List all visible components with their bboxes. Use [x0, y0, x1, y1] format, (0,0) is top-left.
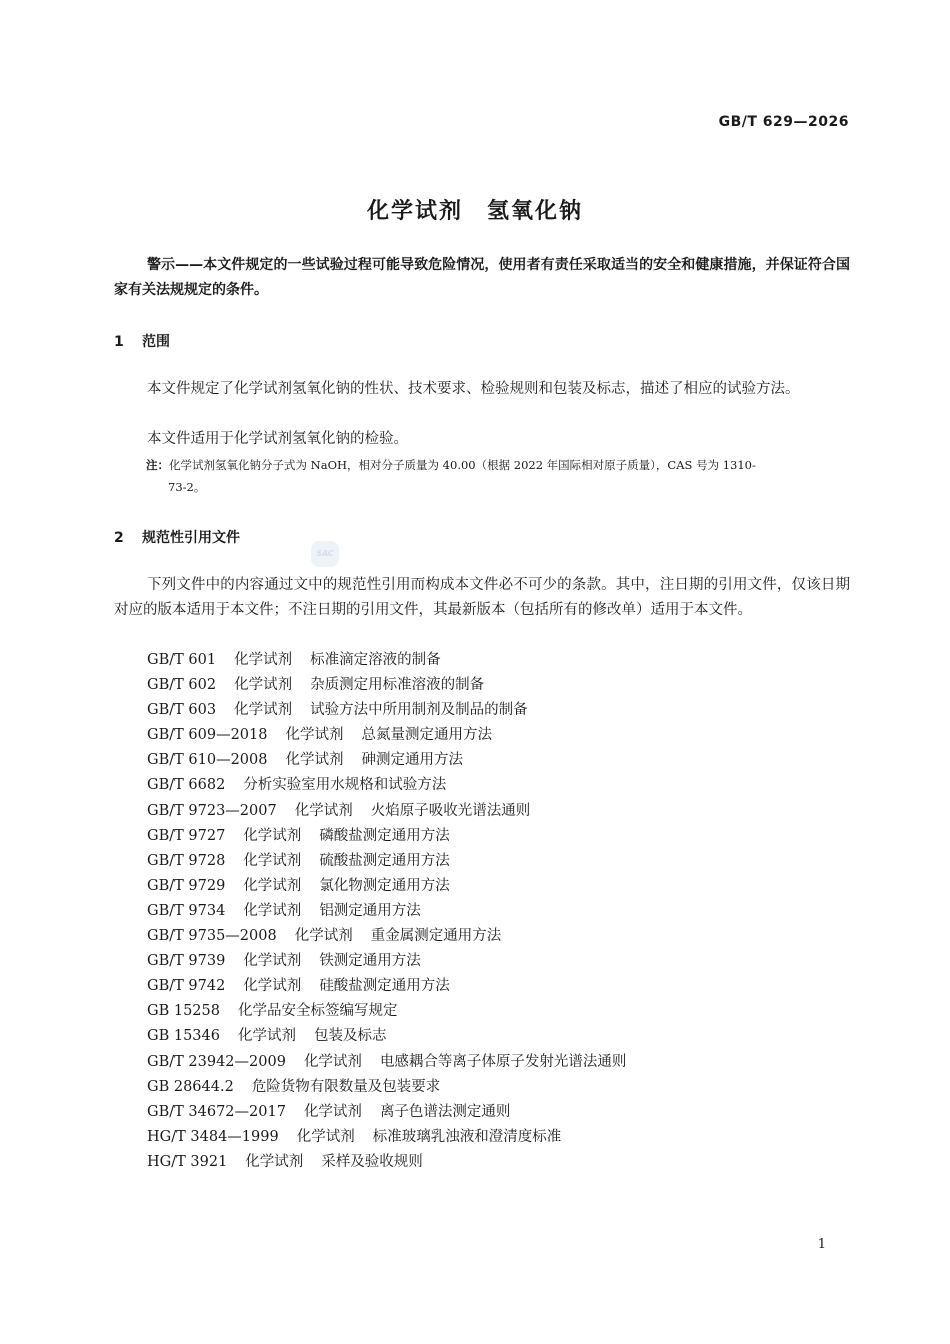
reference-item: [147, 1125, 626, 1150]
reference-code: GB/T 34672—2017: [147, 1103, 286, 1120]
reference-title: 火焰原子吸收光谱法通则: [370, 802, 531, 819]
note-label: 注：: [146, 458, 169, 472]
reference-code: HG/T 3484—1999: [147, 1128, 279, 1145]
reference-code: GB/T 9735—2008: [147, 928, 277, 945]
reference-prefix: 化学试剂: [294, 928, 353, 945]
reference-code: GB/T 9727: [147, 827, 226, 844]
reference-title: 离子色谱法测定通则: [379, 1103, 511, 1120]
reference-title: 采样及验收规则: [321, 1153, 423, 1170]
reference-item: [147, 1150, 626, 1175]
reference-prefix: 化学试剂: [285, 752, 344, 769]
reference-title: 危险货物有限数量及包装要求: [251, 1078, 441, 1095]
reference-prefix: 化学试剂: [296, 1128, 355, 1145]
reference-title: 硫酸盐测定通用方法: [319, 852, 450, 869]
reference-code: GB/T 23942—2009: [147, 1053, 286, 1070]
reference-title: 砷测定通用方法: [361, 752, 463, 769]
reference-prefix: 化学试剂: [243, 978, 302, 995]
reference-code: GB/T 603: [147, 702, 217, 719]
section-1-heading: [114, 331, 170, 351]
reference-title: 重金属测定通用方法: [370, 928, 502, 945]
reference-prefix: 化学试剂: [285, 727, 344, 744]
reference-item: [147, 974, 626, 999]
reference-prefix: 化学试剂: [243, 852, 302, 869]
reference-code: GB/T 9723—2007: [147, 802, 277, 819]
reference-item: [147, 1075, 626, 1100]
reference-code: GB/T 9739: [147, 953, 226, 970]
reference-prefix: 化学试剂: [303, 1103, 362, 1120]
reference-item: [147, 673, 626, 698]
section-2-heading: [114, 527, 240, 547]
reference-list: [147, 648, 626, 1175]
warning-paragraph: 警示——本文件规定的一些试验过程可能导致危险情况，使用者有责任采取适当的安全和健康措施，并保证符合国家有关法规规定的条件。: [114, 257, 850, 298]
reference-title: 杂质测定用标准溶液的制备: [310, 677, 485, 694]
reference-code: GB/T 602: [147, 677, 217, 694]
reference-prefix: 化学试剂: [243, 827, 302, 844]
reference-item: [147, 1100, 626, 1125]
reference-code: GB/T 610—2008: [147, 752, 268, 769]
reference-title: 铁测定通用方法: [319, 953, 421, 970]
reference-item: [147, 849, 626, 874]
reference-item: [147, 924, 626, 949]
reference-prefix: 化学试剂: [234, 652, 293, 668]
reference-item: [147, 648, 626, 673]
reference-code: GB 15258: [147, 1003, 220, 1020]
reference-code: GB/T 9742: [147, 978, 226, 995]
reference-code: GB/T 9728: [147, 852, 226, 869]
page-number: 1: [817, 1237, 826, 1252]
section-number: 1: [114, 334, 124, 350]
reference-code: GB/T 601: [147, 652, 217, 668]
reference-item: [147, 949, 626, 974]
note-text: 化学试剂氢氧化钠分子式为 NaOH，相对分子质量为 40.00（根据 2022 年国际相对原子质量），CAS 号为 1310-: [169, 458, 756, 472]
reference-item: [147, 773, 626, 798]
scope-paragraph-2: 本文件适用于化学试剂氢氧化钠的检验。: [147, 431, 408, 447]
reference-item: [147, 799, 626, 824]
sac-watermark-logo: SAC: [311, 541, 339, 567]
reference-item: [147, 1050, 626, 1075]
reference-prefix: 化学试剂: [243, 902, 302, 919]
reference-item: [147, 698, 626, 723]
reference-title: 标准玻璃乳浊液和澄清度标准: [372, 1128, 562, 1145]
reference-title: 铝测定通用方法: [319, 902, 421, 919]
reference-prefix: 化学试剂: [234, 677, 293, 694]
reference-item: [147, 748, 626, 773]
reference-title: 包装及标志: [313, 1028, 387, 1045]
reference-prefix: 化学试剂: [243, 953, 302, 970]
reference-prefix: 化学试剂: [294, 802, 353, 819]
reference-title: 总氮量测定通用方法: [361, 727, 492, 744]
reference-code: GB/T 9734: [147, 902, 226, 919]
reference-title: 试验方法中所用制剂及制品的制备: [310, 702, 528, 719]
references-intro-paragraph: 下列文件中的内容通过文中的规范性引用而构成本文件必不可少的条款。其中，注日期的引用文件，仅该日期对应的版本适用于本文件；不注日期的引用文件，其最新版本（包括所有的修改单）适用于本文件。: [114, 577, 850, 618]
reference-prefix: 化学试剂: [234, 702, 293, 719]
reference-item: [147, 824, 626, 849]
section-title: 规范性引用文件: [142, 530, 240, 546]
reference-item: [147, 899, 626, 924]
reference-code: GB 15346: [147, 1028, 220, 1045]
reference-prefix: 化学试剂: [303, 1053, 362, 1070]
reference-code: GB/T 609—2018: [147, 727, 268, 744]
reference-code: HG/T 3921: [147, 1153, 228, 1170]
reference-prefix: 化学试剂: [243, 877, 302, 894]
note: [146, 454, 850, 498]
document-title: 化学试剂 氢氧化钠: [366, 199, 583, 224]
reference-code: GB/T 6682: [147, 777, 226, 794]
reference-code: GB/T 9729: [147, 877, 226, 894]
reference-item: [147, 874, 626, 899]
reference-item: [147, 1024, 626, 1049]
section-title: 范围: [142, 334, 170, 350]
note-continuation: 73-2。: [168, 480, 206, 494]
reference-title: 分析实验室用水规格和试验方法: [243, 777, 447, 794]
reference-prefix: 化学试剂: [237, 1028, 296, 1045]
reference-title: 硅酸盐测定通用方法: [319, 978, 450, 995]
reference-item: [147, 999, 626, 1024]
scope-paragraph-1: 本文件规定了化学试剂氢氧化钠的性状、技术要求、检验规则和包装及标志，描述了相应的试验方法。: [147, 381, 800, 397]
reference-title: 氯化物测定通用方法: [319, 877, 450, 894]
reference-code: GB 28644.2: [147, 1078, 234, 1095]
reference-item: [147, 723, 626, 748]
reference-title: 化学品安全标签编写规定: [237, 1003, 398, 1020]
reference-prefix: 化学试剂: [245, 1153, 304, 1170]
reference-title: 标准滴定溶液的制备: [310, 652, 441, 668]
reference-title: 电感耦合等离子体原子发射光谱法通则: [379, 1053, 627, 1070]
section-number: 2: [114, 530, 124, 546]
standard-id: GB/T 629—2026: [718, 114, 849, 130]
reference-title: 磷酸盐测定通用方法: [319, 827, 450, 844]
